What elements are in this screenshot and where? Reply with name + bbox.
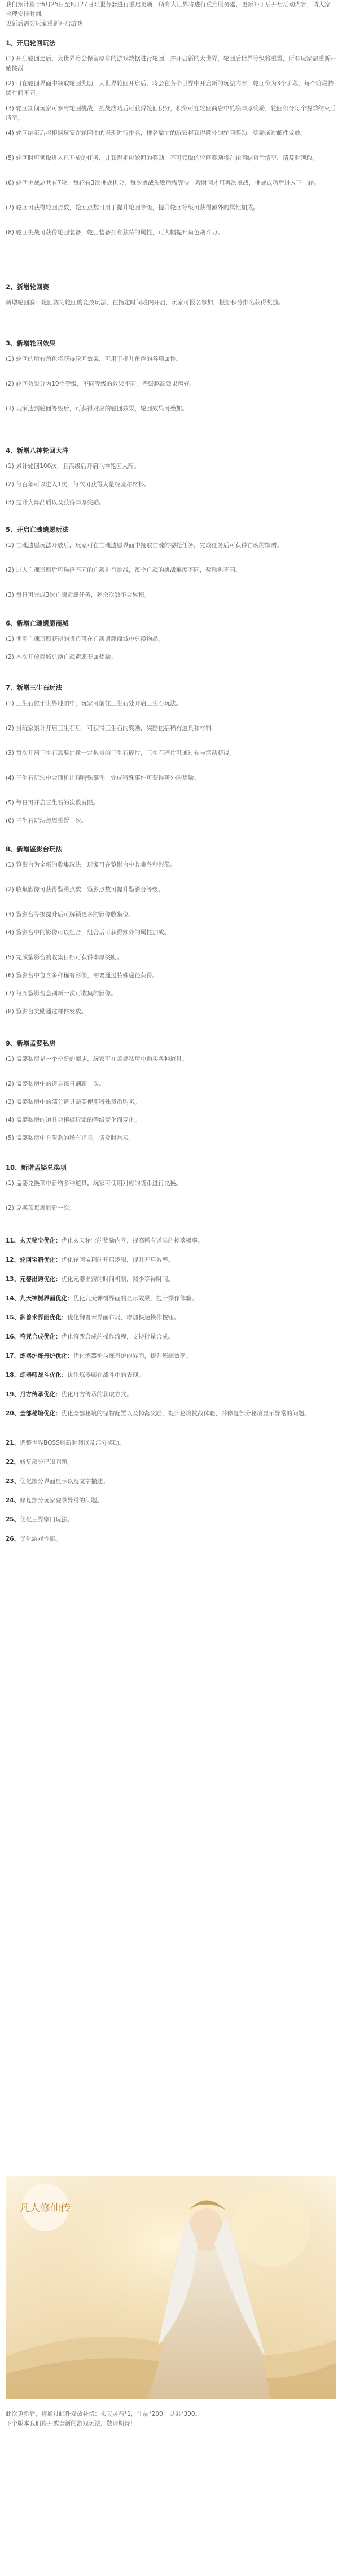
- list-item: (1) 开启轮回之后，大世界将会保留原有的游戏数据进行轮回，并开启新的大世界，轮回后世界等级将重置，所有玩家需重新开始挑战。: [6, 55, 336, 72]
- list-item: (5) 轮回时可领取进入已开放的任务，并获得相应轮回的奖励，不可领取的轮回奖励将在轮回结束后清空，请及时领取。: [6, 155, 318, 161]
- section-title: 1、开启轮回玩法: [6, 39, 56, 47]
- list-item: (2) 本次开放商城兑换亡魂遗愿专属奖励。: [6, 654, 117, 661]
- section-title: 4、新增八神轮回大阵: [6, 447, 69, 454]
- list-item: (1) 孟婆兑换项中新增多种道具，玩家可使用对应的货币进行兑换。: [6, 1180, 182, 1187]
- list-item: (4) 轮回结束后将根据玩家在轮回中的表现进行排名，排名靠前的玩家将获得额外的轮回奖励，奖励通过邮件发放。: [6, 130, 306, 137]
- list-item: (1) 三生石位于世界地图中，玩家可前往三生石处开启三生石玩法。: [6, 700, 182, 707]
- list-item: (7) 轮回可获得轮回点数，轮回点数可用于提升轮回等级，提升轮回等级可获得额外的属性加成。: [6, 204, 259, 211]
- list-item: (3) 提升大阵品质以及获得丰厚奖励。: [6, 499, 105, 506]
- list-item: (4) 鉴影台中的影像可以组合，组合后可获得额外的属性加成。: [6, 929, 170, 936]
- promo-artwork: [6, 2176, 336, 2399]
- list-item: (1) 使用亡魂遗愿获得的货币可在亡魂遗愿商城中兑换物品。: [6, 636, 164, 642]
- intro-line-2: 更新后需要玩家重新开启游戏: [6, 20, 83, 27]
- intro-line-1: 我们预计将于6月25日至6月27日对服务器进行重启更新，所有大世界将进行重启服务器，更新补丁后开启活动内容，请大家合理安排时间。: [6, 1, 331, 18]
- footer-line-2: 下个版本我们将开放全新的游戏玩法，敬请期待！: [6, 2420, 136, 2427]
- list-item: 15、御兽术界面优化：优化御兽术界面布局，增加快速操作按钮。: [6, 1314, 180, 1321]
- list-item: (4) 三生石玩法中会随机出现特殊事件，完成特殊事件可获得额外的奖励。: [6, 775, 200, 781]
- list-item: (1) 轮回的所有角色将获得轮回效果，可用于提升角色的各项属性。: [6, 356, 182, 362]
- section-title: 2、新增轮回赛: [6, 283, 50, 291]
- list-item: 16、符咒合成优化：优化符咒合成的操作流程，支持批量合成。: [6, 1333, 174, 1340]
- list-item: 11、玄天秘宝优化：优化玄天秘宝的奖励内容，提高稀有道具的掉落概率。: [6, 1237, 204, 1244]
- list-item: (6) 轮回挑战总共有7轮，每轮有3次挑战机会，每次挑战失败后需等待一段时间才可再次挑战，挑战成功后进入下一轮。: [6, 180, 320, 186]
- section-title: 9、新增孟婆私房: [6, 1039, 56, 1047]
- list-item: (3) 轮回期间玩家可参与轮回挑战，挑战成功后可获得轮回积分，积分可在轮回商店中兑换丰厚奖励，轮回积分每个赛季结束后清空。: [6, 105, 336, 121]
- list-item: (3) 每日可完成3次亡魂遗愿任务，剩余次数不会累积。: [6, 592, 150, 598]
- intro-text: [6, 0, 336, 29]
- list-item: (8) 鉴影台奖励通过邮件发放。: [6, 1008, 87, 1015]
- section-title: 8、新增鉴影台玩法: [6, 845, 63, 853]
- list-item: 21、调整世界BOSS刷新时间以及部分奖励。: [6, 1440, 125, 1446]
- list-item: (2) 可在轮回界面中领取轮回奖励，大世界轮回开启后，将会在各个世界中开启新的玩法内容，轮回分为3个阶段，每个阶段持续时间不同。: [6, 80, 334, 97]
- list-item: 20、全部秘境优化：优化全部秘境的怪物配置以及掉落奖励，提升秘境挑战体验，并修复部分秘境显示异常的问题。: [6, 1410, 310, 1417]
- list-item: 24、修复部分玩家登录异常的问题。: [6, 1497, 103, 1504]
- list-item: (1) 孟婆私房是一个全新的商店，玩家可在孟婆私房中购买各种道具。: [6, 1056, 188, 1062]
- list-item: 新增轮回赛：轮回赛为轮回的竞技玩法，在指定时间段内开启，玩家可报名参加，根据积分排名获得奖励。: [6, 299, 284, 306]
- list-item: (2) 当玩家累计开启三生石后，可获得三生石的奖励，奖励包括稀有道具和材料。: [6, 725, 218, 732]
- footer-text: [6, 2409, 336, 2429]
- section-title: 7、新增三生石玩法: [6, 684, 63, 692]
- list-item: 25、优化三界宗门玩法。: [6, 1516, 73, 1523]
- list-item: 12、轮回宝箱优化：优化轮回宝箱的开启逻辑，提升开启效率。: [6, 1257, 174, 1263]
- list-item: (3) 孟婆私房中的部分道具需要使用特殊货币购买。: [6, 1099, 141, 1105]
- artwork-illustration: [6, 2176, 336, 2399]
- section-title: 10、新增孟婆兑换项: [6, 1164, 67, 1171]
- section-title: 5、开启亡魂遗愿玩法: [6, 526, 69, 533]
- list-item: 22、修复部分已知问题。: [6, 1459, 73, 1466]
- section-title: 6、新增亡魂遗愿商城: [6, 619, 69, 627]
- list-item: (8) 轮回挑战可获得轮回装备，轮回装备拥有独特的属性，可大幅提升角色战斗力。: [6, 229, 223, 236]
- list-item: (5) 每日可开启三生石的次数有限。: [6, 799, 99, 806]
- list-item: (5) 完成鉴影台的收集目标可获得丰厚奖励。: [6, 954, 123, 961]
- list-item: (2) 收集影像可获得鉴影点数，鉴影点数可提升鉴影台等级。: [6, 886, 164, 893]
- list-item: 13、元婴出窍优化：优化元婴出窍的时间机制，减少等待时间。: [6, 1276, 174, 1283]
- list-item: 17、炼器炉炼丹炉优化：优化炼器炉与炼丹炉的界面，提升炼制效率。: [6, 1353, 192, 1359]
- section-title: 3、新增轮回效果: [6, 339, 56, 347]
- list-item: (4) 孟婆私房的道具会根据玩家的等级变化而变化。: [6, 1117, 141, 1123]
- list-item: (2) 进入亡魂遗愿后可选择不同的亡魂进行挑战，每个亡魂的挑战难度不同，奖励也不同。: [6, 567, 242, 574]
- list-item: (7) 每周鉴影台会刷新一次可收集的影像。: [6, 990, 117, 997]
- list-item: (2) 轮回效果分为10个等级，不同等级的效果不同，等级越高效果越好。: [6, 381, 196, 387]
- list-item: (3) 每次开启三生石需要消耗一定数量的三生石碎片，三生石碎片可通过参与活动获得。: [6, 750, 235, 756]
- logo-text: 凡人修仙传: [20, 2202, 71, 2214]
- list-item: 14、九天神树界面优化：优化九天神树界面的显示效果，提升操作体验。: [6, 1295, 198, 1302]
- list-item: (1) 累计轮回100次，且满级后开启八神轮回大阵。: [6, 463, 140, 470]
- footer-line-1: 此次更新后，将通过邮件发放补偿：玄天灵石*1，仙晶*200，灵果*300。: [6, 2411, 201, 2417]
- list-item: (3) 鉴影台等级提升后可解锁更多的影像收集位。: [6, 911, 135, 918]
- list-item: (1) 亡魂遗愿玩法开放后，玩家可在亡魂遗愿界面中接取亡魂的委托任务，完成任务后可获得亡魂的馈赠。: [6, 542, 283, 549]
- list-item: 23、优化部分界面显示以及文字描述。: [6, 1478, 109, 1485]
- list-item: (2) 每百年可以进入1次，每次可获得大量经验和材料。: [6, 481, 150, 488]
- list-item: (6) 三生石玩法每周重置一次。: [6, 817, 87, 824]
- list-item: (1) 鉴影台为全新的收集玩法，玩家可在鉴影台中收集各种影像。: [6, 861, 176, 868]
- list-item: 26、优化游戏性能。: [6, 1536, 62, 1542]
- list-item: 19、丹方传承优化：优化丹方传承的获取方式。: [6, 1391, 133, 1398]
- list-item: (3) 玩家达到轮回等级后，可获得对应的轮回效果，轮回效果可叠加。: [6, 405, 188, 412]
- list-item: 18、炼器师战斗优化：优化炼器师在战斗中的表现。: [6, 1372, 144, 1379]
- list-item: (2) 孟婆私房中的道具每日刷新一次。: [6, 1081, 105, 1087]
- list-item: (2) 兑换项每周刷新一次。: [6, 1205, 76, 1212]
- list-item: (5) 孟婆私房中有限购的稀有道具，请及时购买。: [6, 1135, 135, 1142]
- list-item: (6) 鉴影台中包含多种稀有影像，需要通过特殊途径获得。: [6, 972, 159, 979]
